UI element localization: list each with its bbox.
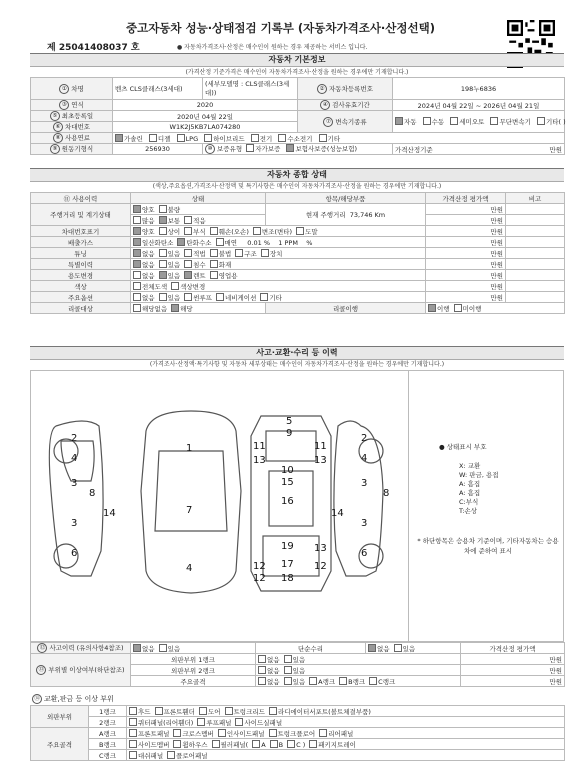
mileage-value: 현재 주행거리 73,746 Km [266,204,426,226]
emission-label: 배출가스 [31,237,131,248]
svg-text:7: 7 [186,505,193,516]
svg-text:6: 6 [71,548,78,559]
vin: W1K2J5KB7LA074280 [113,122,298,133]
svg-text:10: 10 [281,465,294,476]
svg-text:12: 12 [253,561,266,572]
engine-type: 256930 [113,144,203,155]
service-note: ● 자동차가격조사·산정은 매수인이 원하는 경우 제공하는 서비스 입니다. [177,44,368,51]
svg-text:8: 8 [383,488,390,499]
parts-title: ⑭ 교환,판금 등 이상 부위 [32,694,114,704]
acc-label: ⑫ 사고이력 (유의사항4참조) [31,643,131,654]
svg-text:3: 3 [71,478,78,489]
svg-text:5: 5 [286,416,293,427]
section-basic-info: 자동차 기본정보 [30,53,564,67]
basic-info-note: (가격산정 기준가격은 매수인이 자동차가격조사·산정을 원하는 경우에만 기재합니다.) [185,69,409,76]
fuel-options: 가솔린 디젤 LPG 하이브리드 전기 수소전기 기타 [113,133,565,144]
first-reg: 2020년 04월 22일 [113,111,298,122]
svg-text:3: 3 [71,518,78,529]
svg-text:3: 3 [361,478,368,489]
section-accident: 사고·교환·수리 등 이력 [30,346,564,360]
trans-auto-checkbox [395,117,403,125]
car-name: 벤츠 CLS클래스(3세대) [113,78,203,100]
parts-table: 외판부위 1랭크 후드 프론트휀더 도어 트렁크리드 라디에이터서포트(볼트체결부품) 2랭크 쿼터패널(리어휀더) 루프패널 사이드실패널 주요골격 A랭크 프론트패널 크로스멤버 인사이드패널 트렁크플로어 리어패널 B랭크 사이드멤버 휠하우스 필러패널( A B C ) 패키지트레이 C랭크 대쉬패널 플로어패널 [30,705,565,761]
diagram-label: 2 [71,433,78,444]
legend-title: ● 상태표시 부호 [439,443,487,451]
svg-text:19: 19 [281,541,294,552]
trans-options: 자동 수동 세미오토 무단변속기 기타( ) [393,111,565,133]
damage-legend [408,370,564,642]
svg-text:9: 9 [286,428,293,439]
legend-note: * 하단항목은 승용차 기준이며, 기타자동차는 승용차에 준하여 표시 [417,537,559,555]
year-label: ③ 연식 [31,100,113,111]
price-eval-label: 가격산정 평가액 [461,643,565,654]
trans-label: ⑦ 변속기종류 [298,111,393,133]
accident-table: ⑫ 사고이력 (유의사항4참조) 없음 있음 단순수리 없음 있음 가격산정 평가액 ⑬ 부위별 이상여부(하단참조) 외판부위 1랭크 없음 있음 만원 외판부위 2랭크 없음 있음 만원 주요골격 없음 있음 A랭크 B랭크 C랭크 만원 [30,642,565,687]
accident-note: (가격조사·산정액·특기사항 및 자동차 세부상태는 매수인이 자동차가격조사·산정을 원하는 경우에만 기재합니다.) [149,361,445,368]
recall-label: 리콜대상 [31,303,131,314]
svg-text:13: 13 [253,455,266,466]
svg-text:14: 14 [103,508,116,519]
mileage-label: 주행거리 및 계기상태 [31,204,131,226]
document-title: 중고자동차 성능·상태점검 기록부 (자동차가격조사·산정선택) [126,21,435,35]
svg-text:14: 14 [331,508,344,519]
basic-info-table [30,77,565,155]
outer-label: 외판부위 [31,706,89,728]
special-label: 특별이력 [31,259,131,270]
section-condition: 자동차 종합 상태 [30,168,564,182]
col-state: 상태 [131,193,266,204]
col-item: 항목/해당부품 [266,193,426,204]
svg-text:3: 3 [361,518,368,529]
insp-period: 2024년 04월 22일 ~ 2026년 04월 21일 [393,100,565,111]
vin-mark-label: 차대번호표기 [31,226,131,237]
fuel-label: ⑧ 사용연료 [31,133,113,144]
svg-text:17: 17 [281,559,294,570]
svg-text:4: 4 [186,563,193,574]
reg-no: 198누6836 [393,78,565,100]
car-diagram-svg [31,371,409,641]
car-name-label: ① 차명 [31,78,113,100]
svg-text:12: 12 [314,561,327,572]
svg-text:2: 2 [361,433,368,444]
svg-text:18: 18 [281,573,294,584]
svg-text:13: 13 [314,543,327,554]
svg-text:15: 15 [281,477,294,488]
first-reg-label: ⑤ 최초등록일 [31,111,113,122]
detail-model: (세부모델명 : CLS클래스(3세대)) [203,78,298,100]
svg-text:1: 1 [186,443,193,454]
color-label: 색상 [31,281,131,292]
svg-text:16: 16 [281,496,294,507]
svg-text:13: 13 [314,455,327,466]
svg-text:4: 4 [71,453,78,464]
svg-text:11: 11 [314,441,327,452]
condition-table: ⑪ 사용이력 상태 항목/해당부품 가격산정 평가액 비고 주행거리 및 계기상태 양호 불량 현재 주행거리 73,746 Km 만원 많음 보통 적음 만원 차대번호표기 양호 상이 부식 훼손(오손) 변조(변타) 도말 만원 배출가스 일산화탄소 탄화수소 매연 0.01 % 1 PPM % 만원 튜닝 없음 있음 적법 불법 구조 장치 만원 특별이력 없음 있음 침수 화재 만원 용도변경 없음 있음 렌트 영업용 만원 색상 전체도색 색상변경 만원 주요옵션 없음 있음 썬루프 네비게이션 기타 만원 리콜대상 해당없음 해당 리콜이행 이행 미이행 [30,192,565,314]
fuel-gasoline-checkbox [115,134,123,142]
tuning-label: 튜닝 [31,248,131,259]
warranty-options: ⑩ 보증유형 자가보증 보험사보증(성능보험) [203,144,393,155]
svg-text:4: 4 [361,453,368,464]
recall-yn-label: 리콜이행 [266,303,426,314]
col-usage: ⑪ 사용이력 [31,193,131,204]
usage-label: 용도변경 [31,270,131,281]
document-number: 제 25041408037 호 [47,43,140,53]
col-remark: 비고 [506,193,565,204]
price-std: 가격산정기준 만원 [393,144,565,155]
year: 2020 [113,100,298,111]
legend-items: X: 교환 W: 판금, 용접 A: 흠집 A: 흠집 C:부식 T:손상 [459,462,499,515]
vin-label: ⑥ 차대번호 [31,122,113,133]
insp-label: ④ 검사유효기간 [298,100,393,111]
engine-label: ⑨ 원동기형식 [31,144,113,155]
eval-label: ⑬ 부위별 이상여부(하단참조) [31,654,131,687]
svg-text:8: 8 [89,488,96,499]
svg-text:12: 12 [253,573,266,584]
reg-no-label: ② 자동차등록번호 [298,78,393,100]
frame-label: 주요골격 [31,728,89,761]
svg-text:11: 11 [253,441,266,452]
option-label: 주요옵션 [31,292,131,303]
col-price: 가격산정 평가액 [426,193,506,204]
condition-note: (색상,주요옵션,가격조사·산정액 및 특기사항은 매수인이 자동차가격조사·산정을 원하는 경우에만 기재합니다.) [152,183,442,190]
svg-text:6: 6 [361,548,368,559]
simple-repair-label: 단순수리 [256,643,366,654]
